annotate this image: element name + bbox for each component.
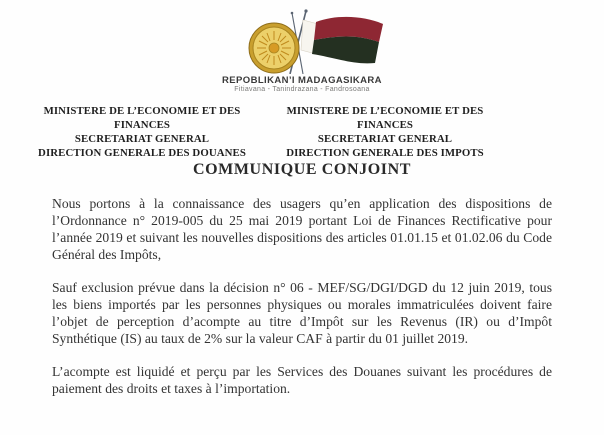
ministry-line: MINISTERE DE L’ECONOMIE ET DES FINANCES: [286, 105, 484, 131]
national-motto: Fitiavana - Tanindrazana - Fandrosoana: [234, 86, 370, 93]
gold-seal-icon: [249, 23, 299, 73]
national-emblem: [0, 8, 604, 93]
madagascar-seal-and-flag-icon: [202, 8, 402, 74]
direction-line: DIRECTION GENERALE DES IMPOTS: [286, 147, 484, 159]
letterhead-impots: [264, 104, 506, 160]
secretariat-line: SECRETARIAT GENERAL: [317, 133, 453, 145]
secretariat-line: SECRETARIAT GENERAL: [74, 133, 210, 145]
ministry-line: MINISTERE DE L’ECONOMIE ET DES FINANCES: [43, 105, 241, 131]
document-title: COMMUNIQUE CONJOINT: [192, 161, 412, 178]
document-body: [52, 195, 552, 413]
paragraph-intro: Nous portons à la connaissance des usagers qu’en application des dispositions de l’Ordonnance n° 2019-005 du 25 mai 2019 portant Loi de Finances Rectificative pour l’année 2019 et suivant les nouvelles dispositions des articles 01.01.15 et 01.02.06 du Code Général des Impôts,: [52, 196, 552, 262]
letterhead-douanes: [22, 104, 262, 160]
country-name: REPOBLIKAN’I MADAGASIKARA: [222, 75, 382, 86]
paragraph-acompte: L’acompte est liquidé et perçu par les Services des Douanes suivant les procédures de paiement des droits et taxes à l’importation.: [52, 364, 552, 396]
paragraph-decision: Sauf exclusion prévue dans la décision n° 06 - MEF/SG/DGI/DGD du 12 juin 2019, tous les biens importés par les personnes physiques ou morales immatriculées doivent faire l’objet de perception d’acompte au titre d’Impôt sur les Revenus (IR) ou d’Impôt Synthétique (IS) au taux de 2% sur la valeur CAF à partir du 01 juillet 2019.: [52, 280, 552, 346]
direction-line: DIRECTION GENERALE DES DOUANES: [38, 147, 246, 159]
madagascar-flag-icon: [301, 17, 383, 63]
